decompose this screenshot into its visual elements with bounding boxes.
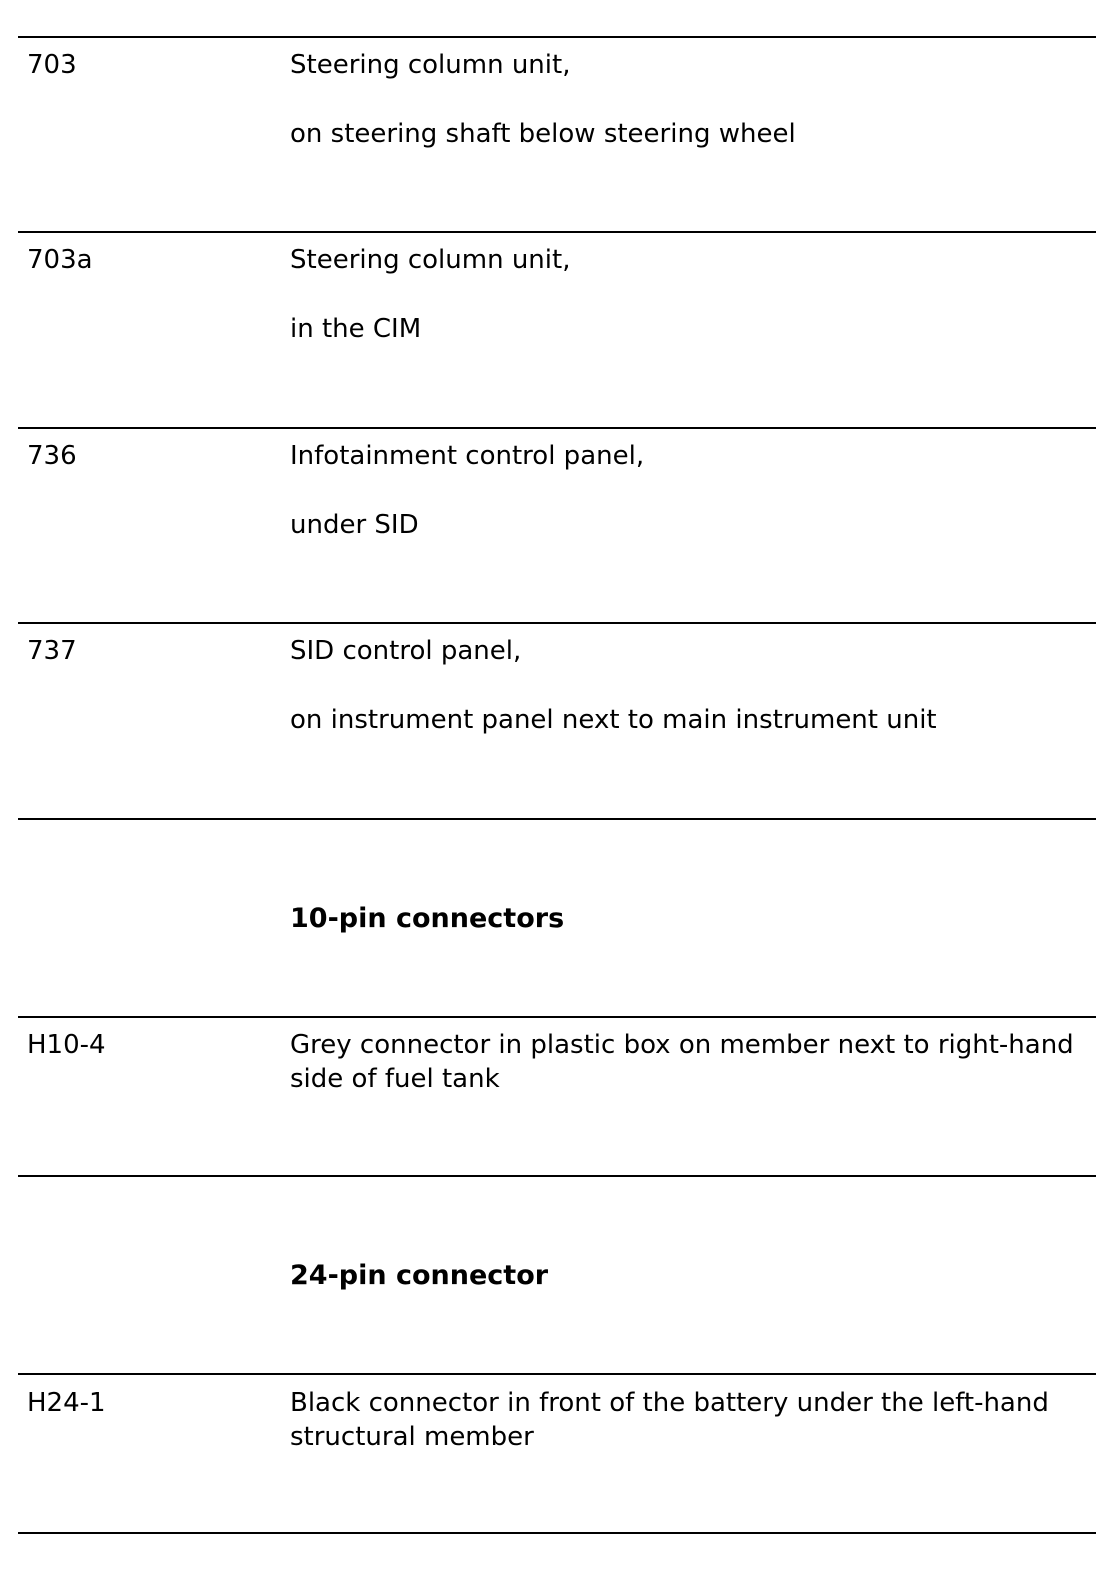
row-divider bbox=[18, 231, 1096, 233]
row-divider bbox=[18, 622, 1096, 624]
section-heading: 24-pin connector bbox=[290, 1260, 549, 1291]
row-divider bbox=[18, 1016, 1096, 1018]
component-name: Steering column unit, bbox=[290, 50, 571, 80]
connector-description: Black connector in front of the battery under the left-hand structural member bbox=[290, 1388, 1049, 1452]
row-divider bbox=[18, 818, 1096, 820]
component-name: SID control panel, bbox=[290, 636, 522, 666]
component-name: Steering column unit, bbox=[290, 245, 571, 275]
row-divider bbox=[18, 1373, 1096, 1375]
component-location: in the CIM bbox=[290, 314, 422, 344]
row-divider bbox=[18, 427, 1096, 429]
row-divider bbox=[18, 36, 1096, 38]
component-location: on instrument panel next to main instrument unit bbox=[290, 705, 937, 735]
section-heading: 10-pin connectors bbox=[290, 903, 565, 934]
connector-code: H10-4 bbox=[27, 1030, 106, 1060]
component-name: Infotainment control panel, bbox=[290, 441, 645, 471]
connector-code: H24-1 bbox=[27, 1388, 106, 1418]
component-code: 736 bbox=[27, 441, 77, 471]
component-code: 703 bbox=[27, 50, 77, 80]
row-divider bbox=[18, 1175, 1096, 1177]
component-code: 703a bbox=[27, 245, 93, 275]
component-code: 737 bbox=[27, 636, 77, 666]
row-divider bbox=[18, 1532, 1096, 1534]
component-location: on steering shaft below steering wheel bbox=[290, 119, 796, 149]
connector-description: Grey connector in plastic box on member next to right-hand side of fuel tank bbox=[290, 1030, 1074, 1094]
component-location: under SID bbox=[290, 510, 419, 540]
